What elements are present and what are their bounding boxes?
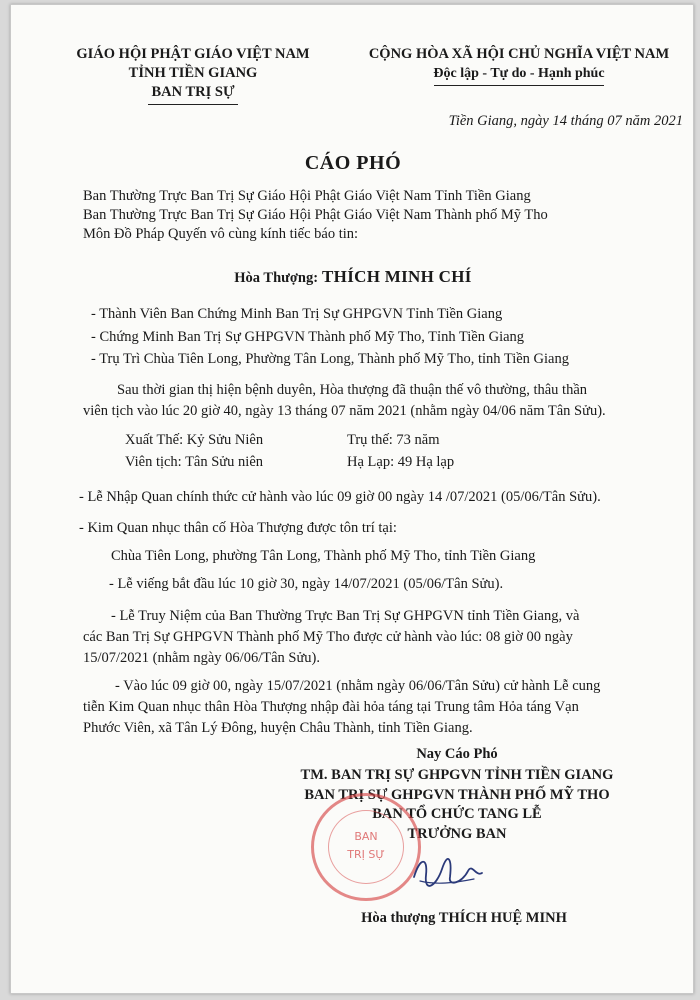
deceased-name [11, 267, 695, 287]
header-org-line-2: TỈNH TIỀN GIANG [128, 65, 258, 81]
hoa-tang-line-1: - Vào lúc 09 giờ 00, ngày 15/07/2021 (nhằm ngày 06/06/Tân Sửu) cử hành Lễ cung [115, 678, 601, 694]
stamp-inner-ring [328, 810, 404, 884]
hoa-tang-line-2: tiễn Kim Quan nhục thân Hòa Thượng nhập đài hỏa táng tại Trung tâm Hỏa táng Vạn [83, 699, 579, 715]
passing-line-1: Sau thời gian thị hiện bệnh duyên, Hòa thượng đã thuận thế vô thường, thâu thần [117, 382, 588, 398]
signatory-line: TM. BAN TRỊ SỰ GHPGVN TỈNH TIỀN GIANG [300, 767, 614, 783]
document-title: CÁO PHÓ [304, 152, 402, 174]
handwritten-signature [406, 847, 486, 897]
hoa-tang-line-3: Phước Viên, xã Tân Lý Đông, huyện Châu Thành, tỉnh Tiền Giang. [83, 720, 473, 736]
stamp-text-line-2: TRỊ SỰ [347, 848, 385, 861]
role-item: - Thành Viên Ban Chứng Minh Ban Trị Sự GHPGVN Tỉnh Tiền Giang [91, 306, 503, 322]
header-org-line-1: GIÁO HỘI PHẬT GIÁO VIỆT NAM [76, 46, 310, 62]
document-page [10, 4, 694, 994]
signer-name: Hòa thượng THÍCH HUỆ MINH [361, 910, 567, 926]
header-right-rule [434, 85, 604, 86]
header-national-line-1: CỘNG HÒA XÃ HỘI CHỦ NGHĨA VIỆT NAM [368, 46, 670, 62]
header-national [351, 45, 687, 86]
le-vieng-line: - Lễ viếng bắt đầu lúc 10 giờ 30, ngày 14/07/2021 (05/06/Tân Sửu). [109, 576, 504, 592]
location-line: Chùa Tiên Long, phường Tân Long, Thành phố Mỹ Tho, tỉnh Tiền Giang [111, 548, 536, 564]
header-org-line-3: BAN TRỊ SỰ [151, 84, 235, 100]
stamp-text-line-1: BAN [354, 830, 378, 843]
intro-block [83, 187, 548, 244]
header-organization [43, 45, 343, 105]
nay-cao-pho: Nay Cáo Phó [416, 746, 498, 762]
signatory-line: BAN TRỊ SỰ GHPGVN THÀNH PHỐ MỸ THO [304, 786, 610, 803]
deceased-prefix: Hòa Thượng: [234, 270, 319, 286]
header-national-motto: Độc lập - Tự do - Hạnh phúc [433, 66, 605, 81]
header-left-rule [148, 104, 238, 105]
detail-vien-tich: Viên tịch: Tân Sửu niên [125, 454, 264, 470]
kim-quan-line: - Kim Quan nhục thân cố Hòa Thượng được tôn trí tại: [79, 520, 397, 536]
signatory-line: BAN TỔ CHỨC TANG LỄ [372, 806, 542, 822]
signatory-line: TRƯỞNG BAN [407, 825, 507, 842]
truy-niem-line-1: - Lễ Truy Niệm của Ban Thường Trực Ban Trị Sự GHPGVN tỉnh Tiền Giang, và [111, 608, 580, 624]
intro-line: Ban Thường Trực Ban Trị Sự Giáo Hội Phật Giáo Việt Nam Tỉnh Tiền Giang [83, 188, 531, 204]
truy-niem-line-2: các Ban Trị Sự GHPGVN Thành phố Mỹ Tho được cử hành vào lúc: 08 giờ 00 ngày [83, 629, 573, 645]
detail-tru-the: Trụ thế: 73 năm [347, 432, 440, 448]
intro-line: Ban Thường Trực Ban Trị Sự Giáo Hội Phật Giáo Việt Nam Thành phố Mỹ Tho [83, 207, 548, 223]
intro-line: Môn Đồ Pháp Quyến vô cùng kính tiếc báo tin: [83, 226, 359, 242]
roles-list [91, 303, 569, 371]
detail-ha-lap: Hạ Lạp: 49 Hạ lạp [347, 454, 455, 470]
role-item: - Trụ Trì Chùa Tiên Long, Phường Tân Long, Thành phố Mỹ Tho, tỉnh Tiền Giang [91, 351, 569, 367]
red-seal-stamp [311, 793, 421, 901]
passing-line-2: viên tịch vào lúc 20 giờ 40, ngày 13 tháng 07 năm 2021 (nhằm ngày 04/06 năm Tân Sửu). [83, 403, 606, 419]
detail-xuat-the: Xuất Thế: Kỷ Sửu Niên [125, 432, 264, 448]
nhap-quan-line: - Lễ Nhập Quan chính thức cử hành vào lúc 09 giờ 00 ngày 14 /07/2021 (05/06/Tân Sửu). [79, 489, 601, 505]
role-item: - Chứng Minh Ban Trị Sự GHPGVN Thành phố Mỹ Tho, Tỉnh Tiền Giang [91, 328, 525, 345]
deceased-full-name: THÍCH MINH CHÍ [322, 267, 472, 286]
date-line: Tiền Giang, ngày 14 tháng 07 năm 2021 [448, 113, 683, 129]
truy-niem-line-3: 15/07/2021 (nhằm ngày 06/06/Tân Sửu). [83, 650, 321, 666]
